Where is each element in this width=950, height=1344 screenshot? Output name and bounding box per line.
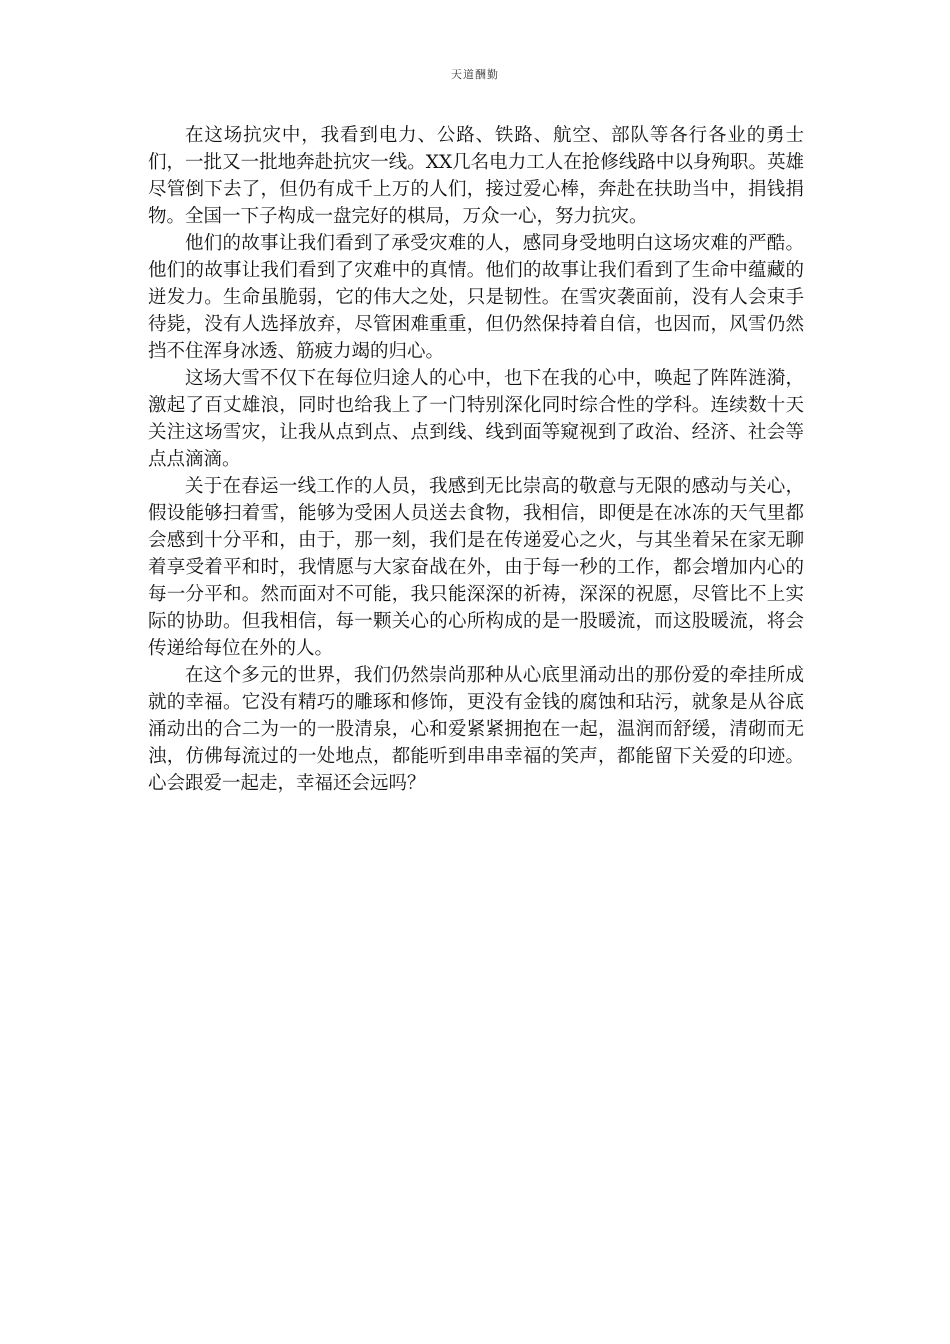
paragraph-3: 这场大雪不仅下在每位归途人的心中，也下在我的心中，唤起了阵阵涟漪，激起了百丈雄浪，同时也给我上了一门特别深化同时综合性的学科。连续数十天关注这场雪灾，让我从点到点、点到线、线到面等窥视到了政治、经济、社会等点点滴滴。	[148, 368, 804, 470]
paragraph-1: 在这场抗灾中，我看到电力、公路、铁路、航空、部队等各行各业的勇士们，一批又一批地奔赴抗灾一线。XX几名电力工人在抢修线路中以身殉职。英雄尽管倒下去了，但仍有成千上万的人们，接过爱心棒，奔赴在扶助当中，捐钱捐物。全国一下子构成一盘完好的棋局，万众一心，努力抗灾。	[148, 125, 804, 227]
paragraph-5: 在这个多元的世界，我们仍然崇尚那种从心底里涌动出的那份爱的牵挂所成就的幸福。它没有精巧的雕琢和修饰，更没有金钱的腐蚀和玷污，就象是从谷底涌动出的合二为一的一股清泉，心和爱紧紧拥抱在一起，温润而舒缓，清砌而无浊，仿佛每流过的一处地点，都能听到串串幸福的笑声，都能留下关爱的印迹。心会跟爱一起走，幸福还会远吗？	[148, 665, 804, 794]
document-body	[148, 122, 804, 797]
paragraph-2: 他们的故事让我们看到了承受灾难的人，感同身受地明白这场灾难的严酷。他们的故事让我们看到了灾难中的真情。他们的故事让我们看到了生命中蕴藏的迸发力。生命虽脆弱，它的伟大之处，只是韧性。在雪灾袭面前，没有人会束手待毙，没有人选择放弃，尽管困难重重，但仍然保持着自信，也因而，风雪仍然挡不住浑身冰透、筋疲力竭的归心。	[148, 233, 804, 362]
page-header: 天道酬勤	[451, 68, 499, 81]
paragraph-4: 关于在春运一线工作的人员，我感到无比崇高的敬意与无限的感动与关心，假设能够扫着雪，能够为受困人员送去食物，我相信，即便是在冰冻的天气里都会感到十分平和，由于，那一刻，我们是在传递爱心之火，与其坐着呆在家无聊着享受着平和时，我情愿与大家奋战在外，由于每一秒的工作，都会增加内心的每一分平和。然而面对不可能，我只能深深的祈祷，深深的祝愿，尽管比不上实际的协助。但我相信，每一颗关心的心所构成的是一股暖流，而这股暖流，将会传递给每位在外的人。	[148, 476, 804, 659]
